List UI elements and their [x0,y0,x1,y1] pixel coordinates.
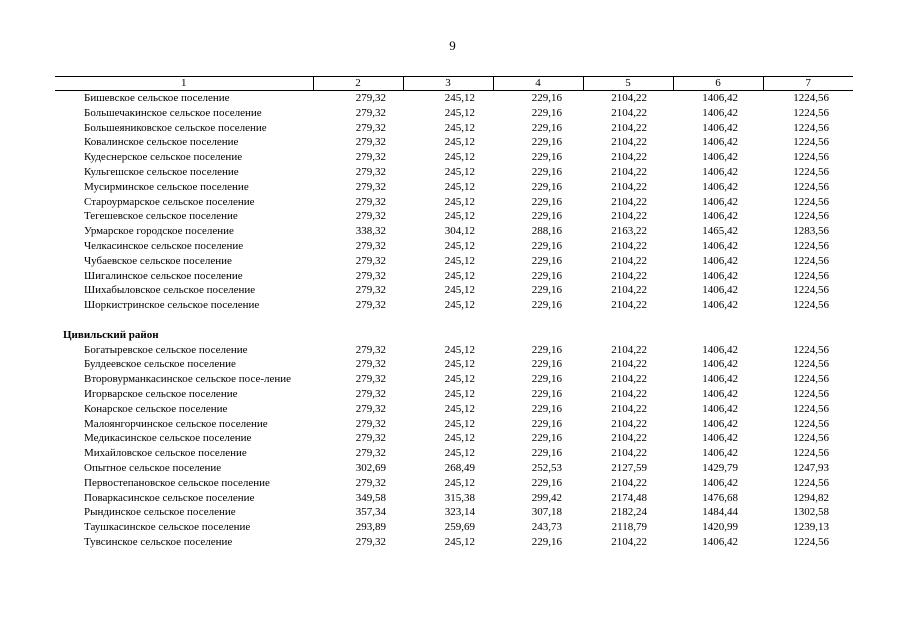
value-cell: 245,12 [444,535,475,548]
value-cell: 229,16 [531,387,562,400]
value-cell: 2118,79 [611,521,647,534]
value-cell: 323,14 [444,506,475,519]
table-row [55,106,853,121]
settlement-name: Чубаевское сельское поселение [84,254,232,267]
value-cell: 279,32 [355,180,386,193]
value-cell: 245,12 [444,136,475,149]
value-cell: 1406,42 [702,432,738,445]
value-cell: 279,32 [355,121,386,134]
settlement-name: Второвурманкасинское сельское посе-ление [84,373,292,386]
value-cell: 2104,22 [611,195,647,208]
column-header: 1 [55,77,313,91]
value-cell: 2104,22 [611,284,647,297]
value-cell: 279,32 [355,373,386,386]
value-cell: 279,32 [355,106,386,119]
settlement-name: Богатыревское сельское поселение [84,343,248,356]
value-cell: 279,32 [355,417,386,430]
value-cell: 299,42 [531,491,562,504]
value-cell: 1224,56 [793,151,829,164]
value-cell: 245,12 [444,402,475,415]
value-cell: 1406,42 [702,299,738,312]
page-number: 9 [449,38,456,53]
value-cell: 1224,56 [793,476,829,489]
value-cell: 279,32 [355,92,386,104]
table-row [55,298,853,313]
value-cell: 229,16 [531,343,562,356]
value-cell: 1406,42 [702,476,738,489]
column-header: 5 [583,77,673,91]
table-row [55,461,853,476]
value-cell: 1294,82 [793,491,829,504]
settlement-name: Тувсинское сельское поселение [84,535,233,548]
value-cell: 2104,22 [611,447,647,460]
column-header: 6 [673,77,763,91]
section-title: Цивильский район [63,328,159,341]
column-header: 2 [313,77,403,91]
value-cell: 229,16 [531,239,562,252]
value-cell: 1224,56 [793,535,829,548]
value-cell: 1406,42 [702,136,738,149]
value-cell: 1224,56 [793,239,829,252]
settlement-name: Кудеснерское сельское поселение [84,151,243,164]
value-cell: 279,32 [355,254,386,267]
spacer-cell [55,313,853,328]
value-cell: 259,69 [444,521,475,534]
table-row [55,446,853,461]
value-cell: 229,16 [531,165,562,178]
value-cell: 1224,56 [793,165,829,178]
value-cell: 2104,22 [611,535,647,548]
value-cell: 229,16 [531,373,562,386]
value-cell: 288,16 [531,225,562,238]
table-row [55,431,853,446]
settlement-name: Опытное сельское поселение [84,461,222,474]
value-cell: 1406,42 [702,343,738,356]
value-cell: 1406,42 [702,387,738,400]
settlement-name: Шоркистринское сельское поселение [84,299,260,312]
value-cell: 245,12 [444,387,475,400]
value-cell: 2104,22 [611,373,647,386]
value-cell: 2104,22 [611,121,647,134]
value-cell: 279,32 [355,269,386,282]
value-cell: 1476,68 [702,491,738,504]
value-cell: 229,16 [531,447,562,460]
settlement-name: Таушкасинское сельское поселение [84,521,251,534]
settlement-name: Поваркасинское сельское поселение [84,491,255,504]
table-row [55,239,853,254]
table-row [55,91,853,106]
value-cell: 1224,56 [793,254,829,267]
value-cell: 229,16 [531,195,562,208]
value-cell: 229,16 [531,358,562,371]
value-cell: 2104,22 [611,402,647,415]
value-cell: 2104,22 [611,343,647,356]
value-cell: 1406,42 [702,402,738,415]
table-row [55,402,853,417]
value-cell: 1406,42 [702,180,738,193]
value-cell: 245,12 [444,151,475,164]
value-cell: 2104,22 [611,165,647,178]
table-row [55,357,853,372]
value-cell: 245,12 [444,432,475,445]
settlement-name: Шигалинское сельское поселение [84,269,243,282]
value-cell: 1429,79 [702,461,738,474]
table-body [55,91,853,550]
table-row [55,417,853,432]
value-cell: 357,34 [355,506,386,519]
value-cell: 304,12 [444,225,475,238]
settlement-name: Кульгешское сельское поселение [84,165,239,178]
value-cell: 2127,59 [611,461,647,474]
section-row [55,328,853,343]
value-cell: 1406,42 [702,447,738,460]
settlement-name: Староурмарское сельское поселение [84,195,255,208]
value-cell: 1406,42 [702,106,738,119]
value-cell: 245,12 [444,447,475,460]
value-cell: 279,32 [355,151,386,164]
value-cell: 2104,22 [611,269,647,282]
table-row [55,343,853,358]
value-cell: 245,12 [444,417,475,430]
value-cell: 2104,22 [611,432,647,445]
settlement-name: Малоянгорчинское сельское поселение [84,417,268,430]
value-cell: 229,16 [531,121,562,134]
table-row [55,283,853,298]
value-cell: 293,89 [355,521,386,534]
value-cell: 279,32 [355,210,386,223]
value-cell: 2104,22 [611,254,647,267]
value-cell: 1406,42 [702,284,738,297]
value-cell: 229,16 [531,417,562,430]
value-cell: 1224,56 [793,121,829,134]
value-cell: 245,12 [444,284,475,297]
value-cell: 2182,24 [611,506,647,519]
value-cell: 1420,99 [702,521,738,534]
value-cell: 2104,22 [611,151,647,164]
settlement-name: Тегешевское сельское поселение [84,210,238,223]
settlement-name: Шихабыловское сельское поселение [84,284,256,297]
value-cell: 1406,42 [702,417,738,430]
value-cell: 1224,56 [793,402,829,415]
value-cell: 279,32 [355,402,386,415]
data-table [55,76,853,550]
value-cell: 1224,56 [793,373,829,386]
value-cell: 1406,42 [702,239,738,252]
value-cell: 1224,56 [793,180,829,193]
value-cell: 1406,42 [702,254,738,267]
value-cell: 245,12 [444,195,475,208]
value-cell: 279,32 [355,447,386,460]
value-cell: 1302,58 [793,506,829,519]
value-cell: 279,32 [355,136,386,149]
value-cell: 229,16 [531,106,562,119]
table-row [55,372,853,387]
value-cell: 245,12 [444,373,475,386]
value-cell: 279,32 [355,165,386,178]
value-cell: 2104,22 [611,299,647,312]
value-cell: 229,16 [531,284,562,297]
value-cell: 1406,42 [702,165,738,178]
value-cell: 1224,56 [793,269,829,282]
table-row [55,195,853,210]
value-cell: 1224,56 [793,417,829,430]
value-cell: 1224,56 [793,299,829,312]
table-row [55,535,853,550]
value-cell: 1224,56 [793,210,829,223]
table-row [55,180,853,195]
value-cell: 1224,56 [793,432,829,445]
value-cell: 279,32 [355,432,386,445]
value-cell: 1224,56 [793,358,829,371]
value-cell: 2104,22 [611,387,647,400]
value-cell: 1224,56 [793,106,829,119]
value-cell: 229,16 [531,299,562,312]
table-row [55,150,853,165]
value-cell: 349,58 [355,491,386,504]
settlement-name: Большечакинское сельское поселение [84,106,262,119]
table-row [55,121,853,136]
value-cell: 1406,42 [702,210,738,223]
value-cell: 252,53 [531,461,562,474]
table-row [55,476,853,491]
value-cell: 1224,56 [793,447,829,460]
value-cell: 2104,22 [611,417,647,430]
value-cell: 1247,93 [793,461,829,474]
value-cell: 245,12 [444,254,475,267]
value-cell: 245,12 [444,343,475,356]
value-cell: 279,32 [355,343,386,356]
table-row [55,269,853,284]
value-cell: 1224,56 [793,136,829,149]
value-cell: 279,32 [355,387,386,400]
value-cell: 1406,42 [702,373,738,386]
table-row [55,254,853,269]
value-cell: 1406,42 [702,269,738,282]
value-cell: 279,32 [355,358,386,371]
value-cell: 229,16 [531,535,562,548]
value-cell: 229,16 [531,402,562,415]
group-spacer [55,313,853,328]
settlement-name: Ковалинское сельское поселение [84,136,239,149]
value-cell: 2174,48 [611,491,647,504]
settlement-name: Мусирминское сельское поселение [84,180,249,193]
settlement-name: Медикасинское сельское поселение [84,432,252,445]
settlement-name: Рындинское сельское поселение [84,506,236,519]
value-cell: 1224,56 [793,92,829,104]
table-row [55,209,853,224]
table-row [55,387,853,402]
value-cell: 279,32 [355,239,386,252]
value-cell: 245,12 [444,180,475,193]
table-row [55,505,853,520]
value-cell: 245,12 [444,210,475,223]
value-cell: 1283,56 [793,225,829,238]
settlement-name: Первостепановское сельское поселение [84,476,270,489]
column-number-row [55,77,853,91]
value-cell: 245,12 [444,358,475,371]
value-cell: 245,12 [444,299,475,312]
value-cell: 229,16 [531,432,562,445]
value-cell: 1484,44 [702,506,738,519]
value-cell: 2104,22 [611,239,647,252]
table-row [55,491,853,506]
column-header: 7 [763,77,853,91]
value-cell: 279,32 [355,284,386,297]
value-cell: 245,12 [444,92,475,104]
value-cell: 1406,42 [702,151,738,164]
value-cell: 1224,56 [793,195,829,208]
value-cell: 245,12 [444,476,475,489]
value-cell: 1224,56 [793,387,829,400]
value-cell: 1406,42 [702,121,738,134]
value-cell: 279,32 [355,299,386,312]
value-cell: 2104,22 [611,92,647,104]
value-cell: 1224,56 [793,284,829,297]
value-cell: 268,49 [444,461,475,474]
value-cell: 1465,42 [702,225,738,238]
value-cell: 279,32 [355,195,386,208]
value-cell: 229,16 [531,151,562,164]
value-cell: 279,32 [355,535,386,548]
value-cell: 245,12 [444,239,475,252]
settlement-name: Челкасинское сельское поселение [84,239,244,252]
value-cell: 1406,42 [702,195,738,208]
value-cell: 315,38 [444,491,475,504]
value-cell: 1406,42 [702,358,738,371]
table-row [55,135,853,150]
table-row [55,520,853,535]
value-cell: 307,18 [531,506,562,519]
value-cell: 229,16 [531,254,562,267]
value-cell: 1406,42 [702,92,738,104]
column-header: 3 [403,77,493,91]
value-cell: 1224,56 [793,343,829,356]
value-cell: 1406,42 [702,535,738,548]
table-row [55,165,853,180]
settlement-name: Бишевское сельское поселение [84,92,230,104]
value-cell: 245,12 [444,165,475,178]
value-cell: 2104,22 [611,358,647,371]
value-cell: 2104,22 [611,106,647,119]
value-cell: 2104,22 [611,180,647,193]
settlement-name: Игорварское сельское поселение [84,387,238,400]
value-cell: 229,16 [531,210,562,223]
settlement-name: Конарское сельское поселение [84,402,228,415]
value-cell: 229,16 [531,476,562,489]
value-cell: 229,16 [531,269,562,282]
value-cell: 2104,22 [611,210,647,223]
value-cell: 2104,22 [611,476,647,489]
value-cell: 229,16 [531,92,562,104]
value-cell: 2104,22 [611,136,647,149]
settlement-name: Булдеевское сельское поселение [84,358,236,371]
value-cell: 229,16 [531,180,562,193]
value-cell: 279,32 [355,476,386,489]
column-header: 4 [493,77,583,91]
table-row [55,224,853,239]
value-cell: 302,69 [355,461,386,474]
value-cell: 245,12 [444,121,475,134]
settlement-name: Михайловское сельское поселение [84,447,247,460]
settlement-name: Большеяниковское сельское поселение [84,121,267,134]
settlement-name: Урмарское городское поселение [84,225,234,238]
value-cell: 243,73 [531,521,562,534]
value-cell: 338,32 [355,225,386,238]
value-cell: 1239,13 [793,521,829,534]
value-cell: 245,12 [444,269,475,282]
value-cell: 245,12 [444,106,475,119]
value-cell: 229,16 [531,136,562,149]
value-cell: 2163,22 [611,225,647,238]
